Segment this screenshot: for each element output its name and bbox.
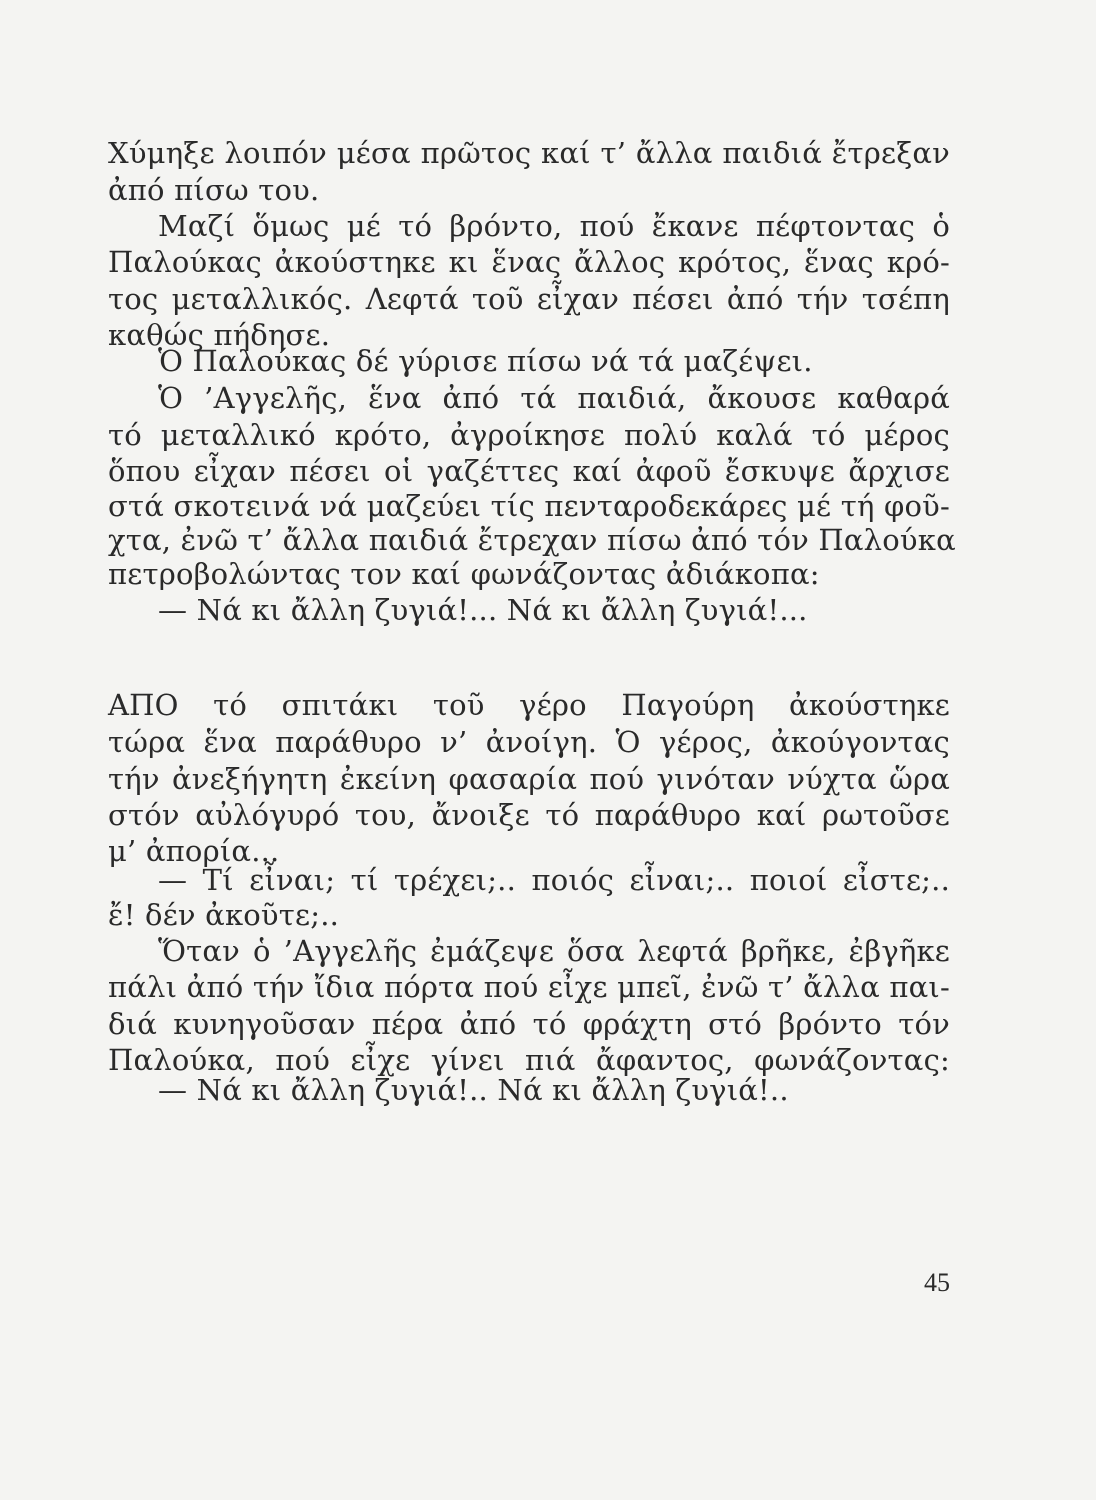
section-start-line: ΑΠΟ τό σπιτάκι τοῦ γέρο Παγούρη ἀκούστηκε — [108, 688, 950, 722]
text-line: τό μεταλλικό κρότο, ἀγροίκησε πολύ καλά τό μέρος — [108, 418, 950, 452]
text-line: Χύμηξε λοιπόν μέσα πρῶτος καί τ’ ἄλλα παιδιά ἔτρεξαν — [108, 136, 950, 170]
page-number: 45 — [924, 1268, 950, 1297]
text-line: μ’ ἀπορία... — [108, 834, 280, 868]
text-line: καθώς πήδησε. — [108, 318, 331, 352]
text-line: ὅπου εἶχαν πέσει οἱ γαζέττες καί ἀφοῦ ἔσκυψε ἄρχισε — [108, 454, 950, 488]
text-line: Μαζί ὅμως μέ τό βρόντο, πού ἔκανε πέφτοντας ὁ — [158, 209, 950, 243]
text-line: Παλούκας ἀκούστηκε κι ἕνας ἄλλος κρότος, ἕνας κρό- — [108, 245, 950, 279]
text-line: διά κυνηγοῦσαν πέρα ἀπό τό φράχτη στό βρόντο τόν — [108, 1007, 950, 1041]
text-line: ἀπό πίσω του. — [108, 173, 320, 207]
dialogue-line: — Νά κι ἄλλη ζυγιά!... Νά κι ἄλλη ζυγιά!... — [158, 593, 808, 627]
text-line: στά σκοτεινά νά μαζεύει τίς πενταροδεκάρες μέ τή φοῦ- — [108, 489, 950, 523]
text-line: Παλούκα, πού εἶχε γίνει πιά ἄφαντος, φωνάζοντας: — [108, 1043, 950, 1077]
text-line: τήν ἀνεξήγητη ἐκείνη φασαρία πού γινόταν νύχτα ὥρα — [108, 762, 950, 796]
text-line: τώρα ἕνα παράθυρο ν’ ἀνοίγη. Ὁ γέρος, ἀκούγοντας — [108, 725, 950, 759]
text-line: Ὅταν ὁ ’Αγγελῆς ἐμάζεψε ὅσα λεφτά βρῆκε, ἐβγῆκε — [158, 934, 950, 968]
text-line: Ὁ ’Αγγελῆς, ἕνα ἀπό τά παιδιά, ἄκουσε καθαρά — [158, 381, 950, 415]
text-line: Ὁ Παλούκας δέ γύρισε πίσω νά τά μαζέψει. — [158, 344, 813, 378]
text-line: ἔ! δέν ἀκοῦτε;.. — [108, 898, 340, 932]
dialogue-line: — Τί εἶναι; τί τρέχει;.. ποιός εἶναι;.. ποιοί εἶστε;.. — [158, 863, 950, 897]
text-line: στόν αὐλόγυρό του, ἄνοιξε τό παράθυρο καί ρωτοῦσε — [108, 798, 950, 832]
dialogue-line: — Νά κι ἄλλη ζυγιά!.. Νά κι ἄλλη ζυγιά!.. — [158, 1073, 789, 1107]
text-line: πετροβολώντας τον καί φωνάζοντας ἀδιάκοπα: — [108, 557, 820, 591]
text-line: πάλι ἀπό τήν ἴδια πόρτα πού εἶχε μπεῖ, ἐνῶ τ’ ἄλλα παι- — [108, 970, 950, 1004]
text-line: χτα, ἐνῶ τ’ ἄλλα παιδιά ἔτρεχαν πίσω ἀπό τόν Παλούκα — [108, 523, 956, 557]
text-line: τος μεταλλικός. Λεφτά τοῦ εἶχαν πέσει ἀπό τήν τσέπη — [108, 282, 950, 316]
